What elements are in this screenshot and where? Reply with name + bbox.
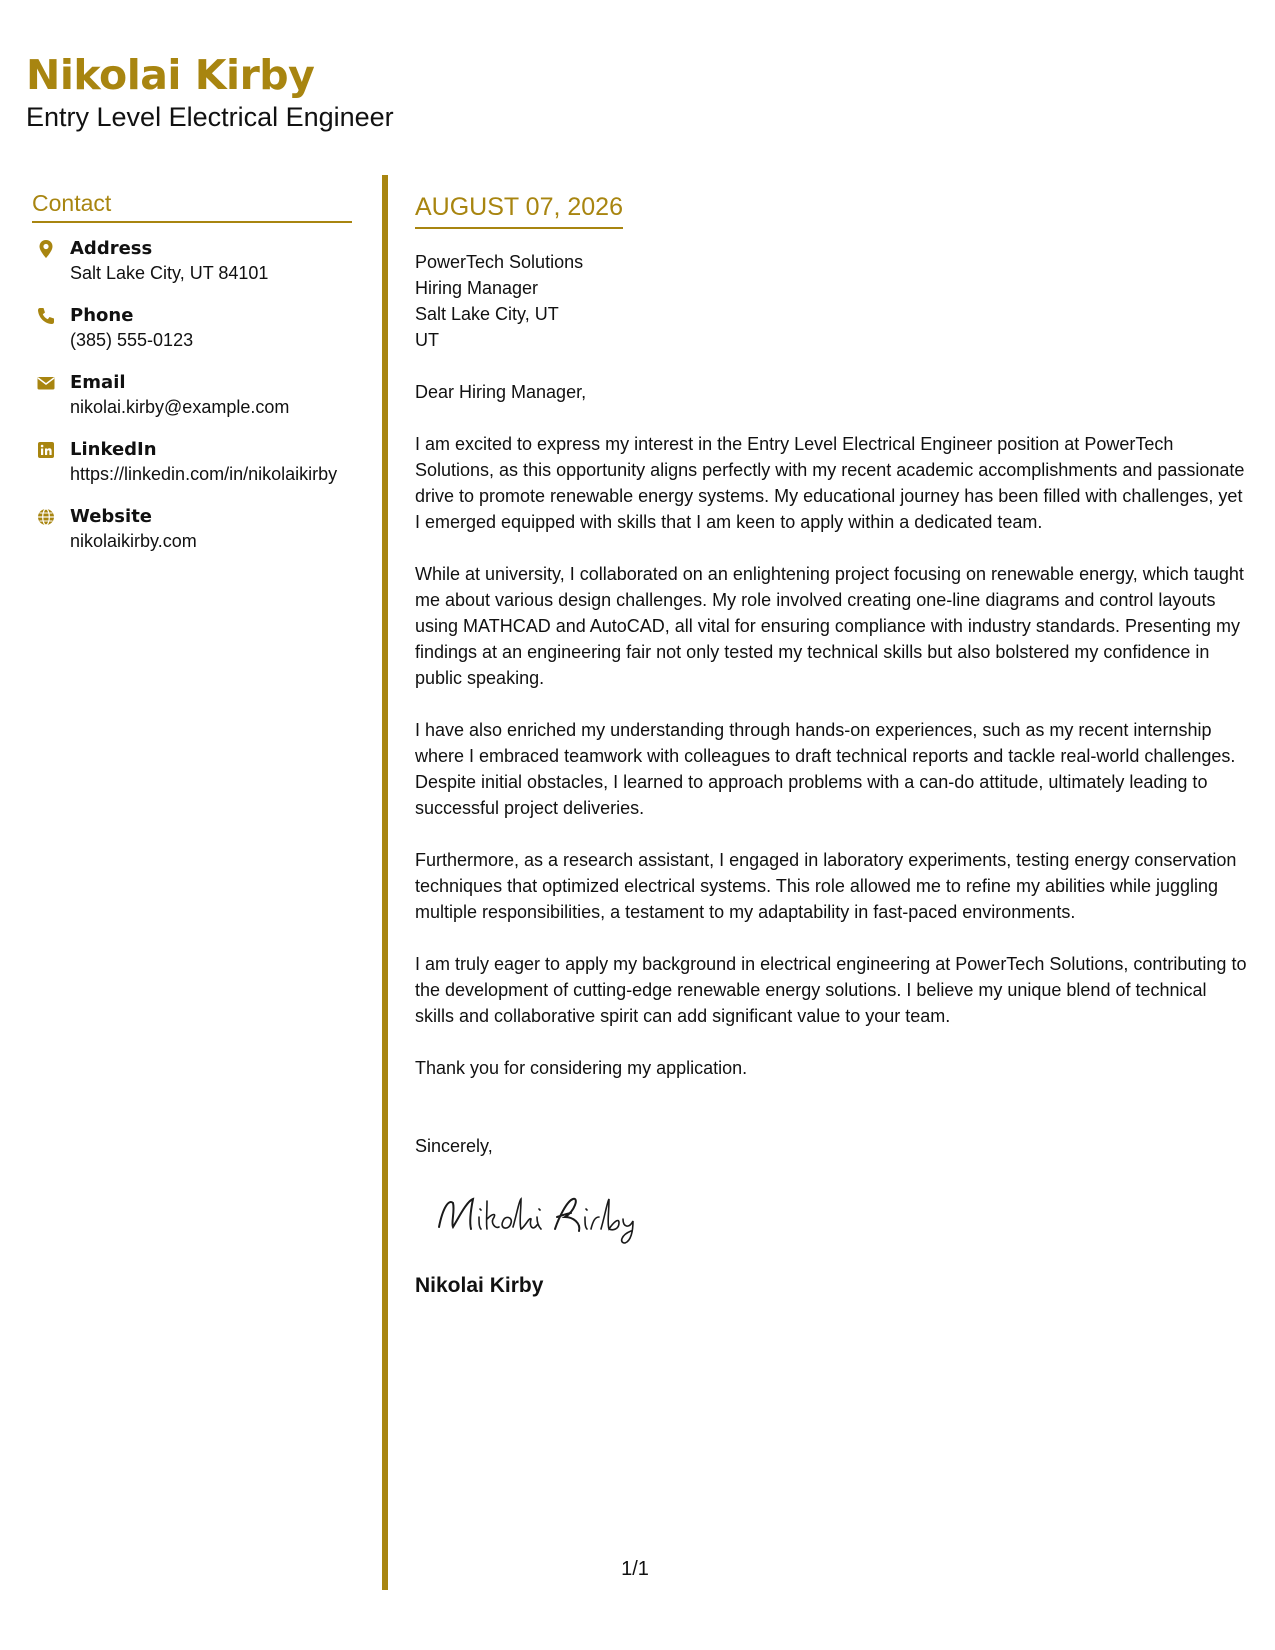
handwritten-signature [433,1187,663,1247]
closing: Sincerely, [415,1136,493,1156]
contact-label: Phone [70,305,134,326]
job-title: Entry Level Electrical Engineer [26,102,394,132]
vertical-divider [382,175,388,1590]
signature-name: Nikolai Kirby [415,1274,544,1297]
body-paragraph: I am truly eager to apply my background in electrical engineering at PowerTech Solutions, contributing to the development of cutting-edge renewable energy solutions. I believe my unique blend of technical skills and collaborative spirit can add significant value to your team. [415,954,1247,1026]
salutation: Dear Hiring Manager, [415,382,587,402]
contact-label: Email [70,372,126,393]
website-value[interactable]: nikolaikirby.com [70,531,197,551]
linkedin-icon [36,440,56,460]
phone-icon [36,306,56,326]
cover-letter-body [415,192,1250,1300]
recipient-city: Salt Lake City, UT [415,304,559,324]
envelope-icon [36,373,56,393]
contact-label: LinkedIn [70,439,157,460]
recipient-company: PowerTech Solutions [415,252,584,272]
contact-sidebar [32,190,352,572]
address-value: Salt Lake City, UT 84101 [70,263,269,283]
letter-date: AUGUST 07, 2026 [415,192,623,229]
contact-item-linkedin [32,438,352,487]
globe-icon [36,507,56,527]
recipient-state: UT [415,330,439,350]
contact-item-email [32,371,352,420]
contact-label: Address [70,238,153,259]
email-value[interactable]: nikolai.kirby@example.com [70,397,290,417]
contact-item-address [32,237,352,286]
contact-heading: Contact [32,190,352,223]
body-paragraph: Furthermore, as a research assistant, I engaged in laboratory experiments, testing energy conservation techniques that optimized electrical systems. This role allowed me to refine my abilities while juggling multiple responsibilities, a testament to my adaptability in fast-paced environments. [415,850,1237,922]
contact-item-website [32,505,352,554]
closing-thanks: Thank you for considering my application. [415,1058,748,1078]
map-pin-icon [36,239,56,259]
recipient-block [415,249,1250,353]
body-paragraph: While at university, I collaborated on an enlightening project focusing on renewable energy, which taught me about various design challenges. My role involved creating one-line diagrams and control layouts using MATHCAD and AutoCAD, all vital for ensuring compliance with industry standards. Presenting my findings at an engineering fair not only tested my technical skills but also bolstered my confidence in public speaking. [415,564,1244,688]
recipient-title: Hiring Manager [415,278,539,298]
contact-label: Website [70,506,153,527]
page-number: 1/1 [621,1558,649,1580]
body-paragraph: I have also enriched my understanding through hands-on experiences, such as my recent internship where I embraced teamwork with colleagues to draft technical reports and tackle real-world challenges. Despite initial obstacles, I learned to approach problems with a can-do attitude, ultimately leading to successful project deliveries. [415,720,1236,818]
body-paragraph: I am excited to express my interest in the Entry Level Electrical Engineer position at PowerTech Solutions, as this opportunity aligns perfectly with my recent academic accomplishments and passionate drive to promote renewable energy systems. My educational journey has been filled with challenges, yet I emerged equipped with skills that I am keen to apply within a dedicated team. [415,434,1245,532]
resume-header [26,50,394,134]
applicant-name: Nikolai Kirby [26,51,315,99]
phone-value: (385) 555-0123 [70,330,194,350]
contact-item-phone [32,304,352,353]
linkedin-value[interactable]: https://linkedin.com/in/nikolaikirby [70,464,338,484]
